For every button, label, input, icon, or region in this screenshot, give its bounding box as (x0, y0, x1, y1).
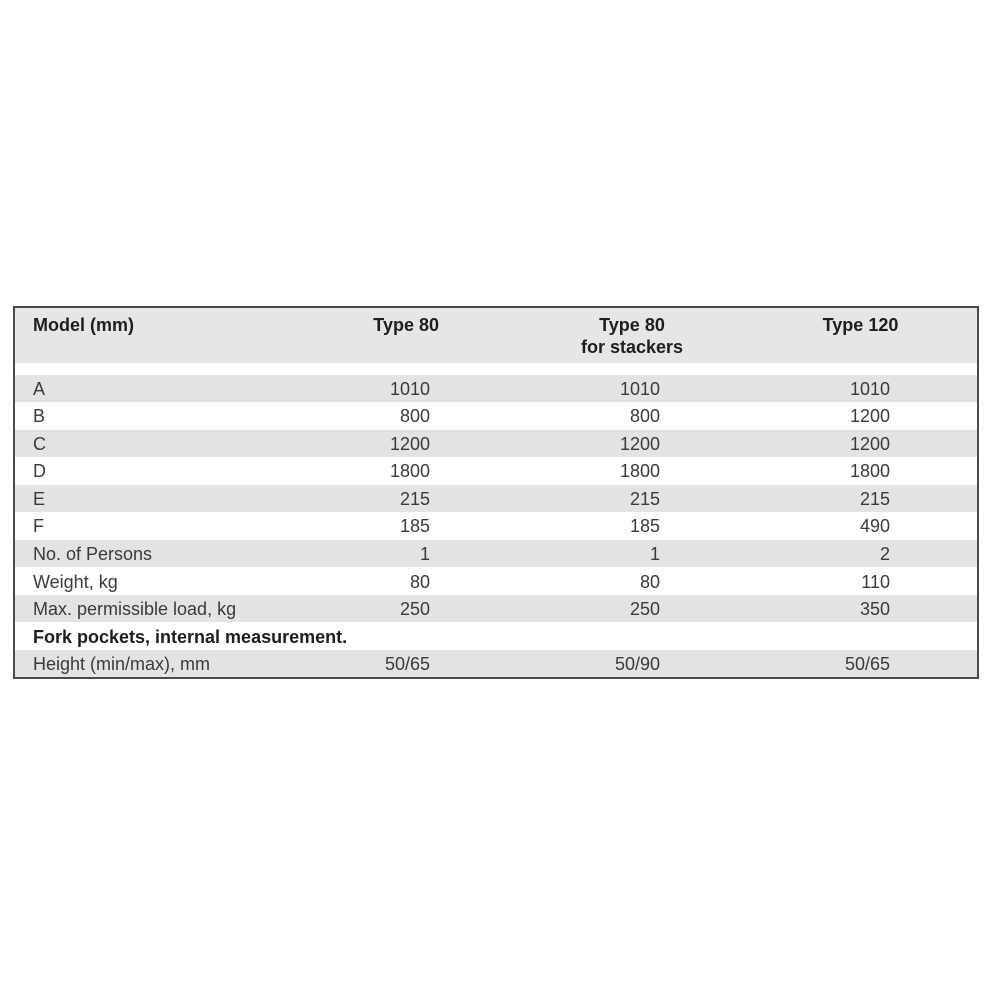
table-row (15, 457, 977, 484)
row-label: Weight, kg (33, 572, 118, 592)
row-value-type-80-stackers: 1010 (619, 379, 660, 399)
row-value-type-80: 1 (419, 544, 430, 564)
table-row (15, 430, 977, 457)
row-value-type-80-stackers: 80 (639, 572, 660, 592)
table-row (15, 595, 977, 622)
header-type-80-stackers-line1: Type 80 (599, 315, 665, 335)
row-value-type-80: 250 (399, 599, 430, 619)
row-label: C (33, 434, 46, 454)
row-value-type-120: 490 (859, 516, 890, 536)
row-value-type-80: 80 (409, 572, 430, 592)
row-value-type-80: 800 (399, 406, 430, 426)
row-value-type-80-stackers: 1 (649, 544, 660, 564)
row-value-type-120: 350 (859, 599, 890, 619)
row-value-type-80-stackers: 250 (629, 599, 660, 619)
table-row (15, 512, 977, 539)
row-value-type-120: 110 (861, 572, 890, 592)
row-value-type-80: 1800 (389, 461, 430, 481)
row-value-type-80-stackers: 1800 (619, 461, 660, 481)
row-value-type-80: 1200 (389, 434, 430, 454)
spec-table (13, 306, 979, 679)
header-type-120: Type 120 (822, 315, 899, 335)
row-label: B (33, 406, 46, 426)
row-value-type-80-stackers: 800 (629, 406, 660, 426)
table-row (15, 650, 977, 677)
row-value-type-120: 50/65 (844, 654, 890, 674)
header-model: Model (mm) (33, 315, 134, 335)
row-value-type-80-stackers: 50/90 (614, 654, 660, 674)
row-value-type-120: 2 (879, 544, 890, 564)
row-label: Max. permissible load, kg (33, 599, 237, 619)
row-value-type-80-stackers: 215 (629, 489, 660, 509)
header-type-80-stackers-line2: for stackers (580, 337, 684, 357)
row-label: No. of Persons (33, 544, 153, 564)
table-row (15, 485, 977, 512)
table-row (15, 540, 977, 567)
row-value-type-120: 1010 (849, 379, 890, 399)
row-label: F (33, 516, 44, 536)
section-row (15, 623, 977, 650)
row-value-type-120: 1200 (849, 406, 890, 426)
row-value-type-80-stackers: 1200 (619, 434, 660, 454)
row-label: Height (min/max), mm (33, 654, 211, 674)
row-value-type-120: 1800 (849, 461, 890, 481)
row-value-type-80: 1010 (389, 379, 430, 399)
table-row (15, 402, 977, 429)
table-row (15, 375, 977, 402)
section-title: Fork pockets, internal measurement. (33, 627, 348, 647)
row-label: D (33, 461, 46, 481)
row-value-type-120: 1200 (849, 434, 890, 454)
row-label: A (33, 379, 46, 399)
row-label: E (33, 489, 46, 509)
row-value-type-80: 215 (399, 489, 430, 509)
table-header (15, 308, 977, 363)
row-value-type-120: 215 (859, 489, 890, 509)
row-value-type-80: 50/65 (384, 654, 430, 674)
row-value-type-80-stackers: 185 (629, 516, 660, 536)
table-row (15, 568, 977, 595)
row-value-type-80: 185 (399, 516, 430, 536)
header-type-80-stackers (555, 314, 709, 358)
header-type-80: Type 80 (373, 315, 439, 335)
